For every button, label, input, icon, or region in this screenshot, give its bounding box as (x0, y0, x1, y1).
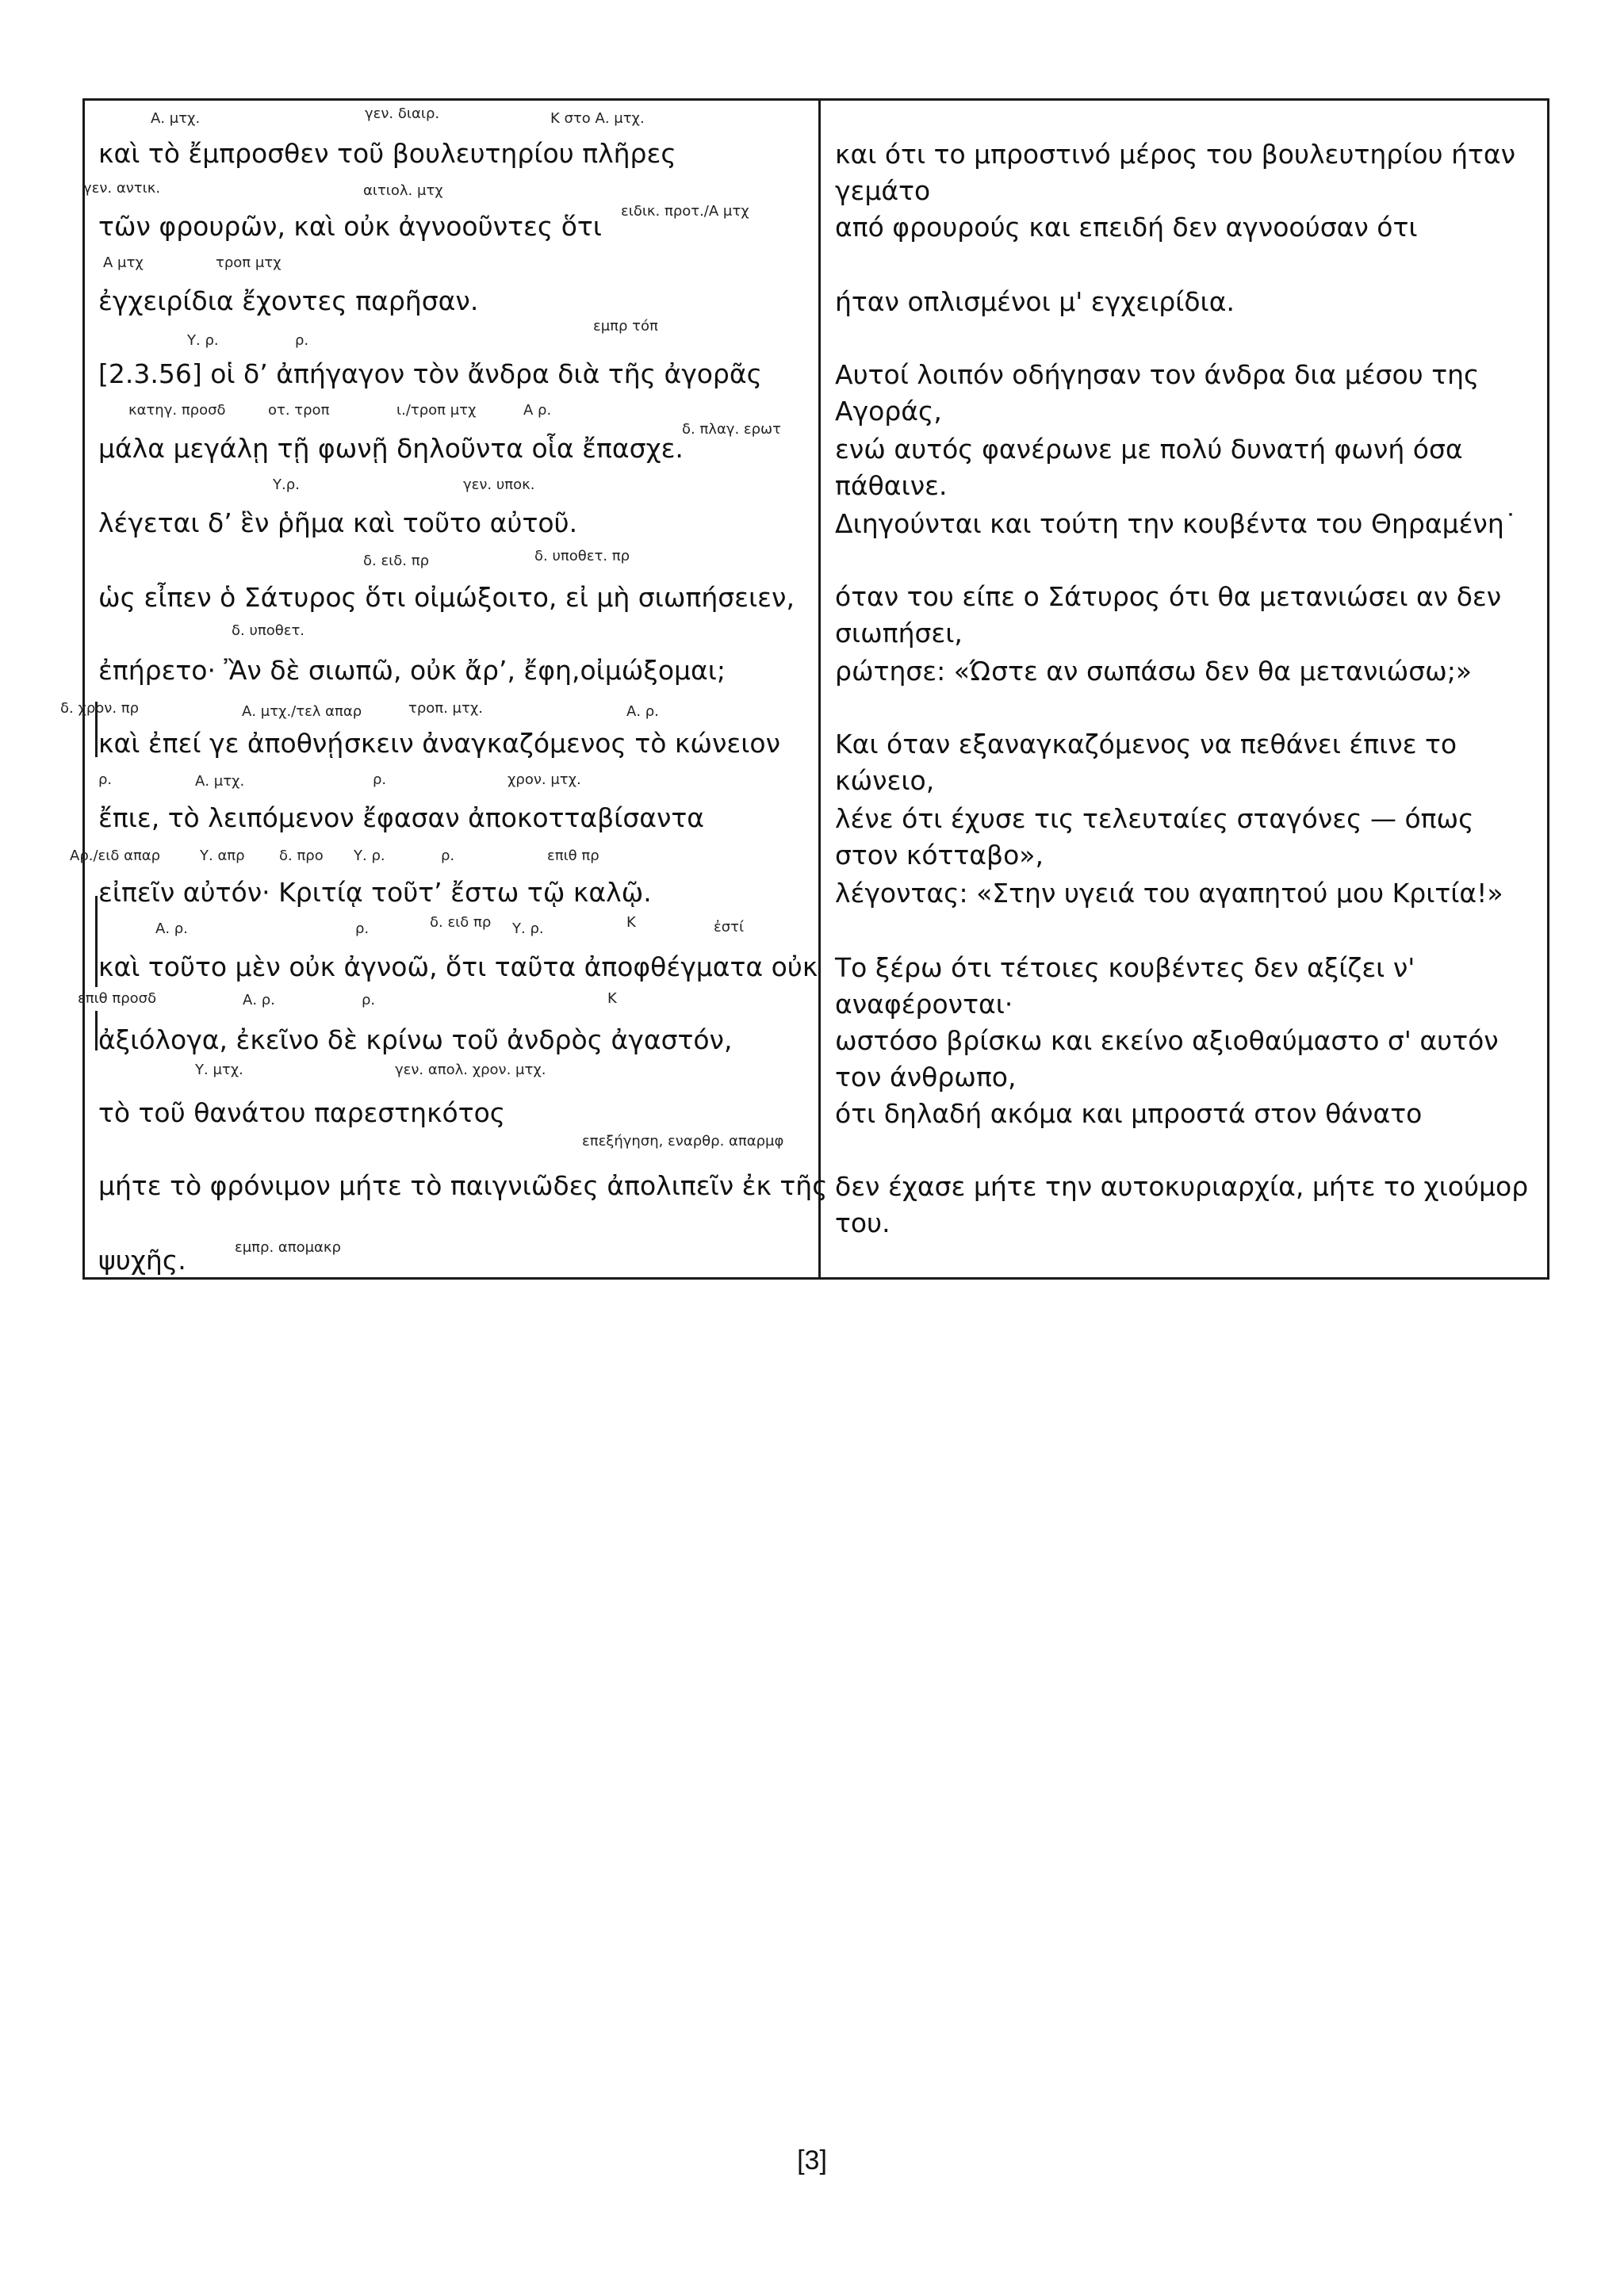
annotation: εμπρ. απομακρ (235, 1239, 341, 1256)
annotation: γεν. απολ. χρον. μτχ. (395, 1062, 546, 1078)
greek-line: τὸ τοῦ θανάτου παρεστηκότος (98, 1097, 506, 1128)
annotation: ρ. (355, 920, 370, 937)
annotation: Α. μτχ. (151, 110, 201, 127)
annotation: Α μτχ (103, 254, 144, 271)
annotation: ρ. (441, 848, 455, 864)
margin-bracket (95, 1011, 98, 1050)
annotation: δ. προ (279, 848, 324, 864)
annotation: ι./τροπ μτχ (396, 402, 477, 419)
annotation: δ. ειδ. πρ (363, 553, 429, 569)
annotation: ρ. (373, 771, 387, 788)
annotation: Α ρ. (523, 402, 552, 419)
translation-line: από φρουρούς και επειδή δεν αγνοούσαν ότι (835, 212, 1418, 243)
annotation: Υ. ρ. (512, 920, 544, 937)
greek-line: μήτε τὸ φρόνιμον μήτε τὸ παιγνιῶδες ἀπολιπεῖν ἐκ τῆς (98, 1170, 828, 1201)
annotation: χρον. μτχ. (508, 771, 581, 788)
annotation: ρ. (295, 332, 309, 349)
translation-line: λένε ότι έχυσε τις τελευταίες σταγόνες — όπως στον κότταβο», (835, 803, 1474, 871)
translation-line: όταν του είπε ο Σάτυρος ότι θα μετανιώσει αν δεν σιωπήσει, (835, 581, 1502, 649)
greek-line: ἀξιόλογα, ἐκεῖνο δὲ κρίνω τοῦ ἀνδρὸς ἀγαστόν, (98, 1024, 733, 1055)
translation-line: Αυτοί λοιπόν οδήγησαν τον άνδρα δια μέσου της Αγοράς, (835, 359, 1480, 427)
translation-line: δεν έχασε μήτε την αυτοκυριαρχία, μήτε το χιούμορ του. (835, 1171, 1529, 1238)
annotation: δ. χρον. πρ (60, 700, 140, 717)
greek-line: [2.3.56] οἱ δ’ ἀπήγαγον τὸν ἄνδρα διὰ τῆς ἀγορᾶς (98, 358, 763, 389)
greek-line: ὡς εἶπεν ὁ Σάτυρος ὅτι οἰμώξοιτο, εἰ μὴ σιωπήσειεν, (98, 582, 795, 613)
annotation: Α. ρ. (243, 992, 275, 1008)
greek-line: ψυχῆς. (98, 1245, 186, 1276)
annotation: Υ. απρ (200, 848, 245, 864)
translation-line: λέγοντας: «Στην υγειά του αγαπητού μου Κριτία!» (835, 878, 1503, 909)
translation-line: ρώτησε: «Ώστε αν σωπάσω δεν θα μετανιώσω;» (835, 656, 1473, 687)
annotation: επιθ προσδ (78, 990, 157, 1007)
annotation: εμπρ τόπ (593, 318, 658, 335)
greek-line: ἔπιε, τὸ λειπόμενον ἔφασαν ἀποκοτταβίσαντα (98, 802, 705, 833)
page-number: [3] (797, 2145, 827, 2175)
greek-line: λέγεται δ’ ἓν ῥῆμα καὶ τοῦτο αὐτοῦ. (98, 507, 578, 538)
translation-line: ότι δηλαδή ακόμα και μπροστά στον θάνατο (835, 1098, 1423, 1129)
annotation: ἐστί (714, 919, 745, 936)
margin-bracket (818, 1098, 821, 1130)
annotation: δ. υποθετ. πρ (534, 548, 630, 564)
greek-line: καὶ τὸ ἔμπροσθεν τοῦ βουλευτηρίου πλῆρες (98, 138, 676, 169)
greek-line: καὶ τοῦτο μὲν οὐκ ἀγνοῶ, ὅτι ταῦτα ἀποφθέγματα οὐκ (98, 951, 818, 982)
greek-line: μάλα μεγάλῃ τῇ φωνῇ δηλοῦντα οἷα ἔπασχε. (98, 433, 684, 464)
greek-line: καὶ ἐπεί γε ἀποθνῄσκειν ἀναγκαζόμενος τὸ κώνειον (98, 728, 781, 759)
annotation: ειδικ. προτ./Α μτχ (621, 203, 749, 220)
annotation: γεν. αντικ. (83, 180, 161, 197)
translation-line: Διηγούνται και τούτη την κουβέντα του Θηραμένη˙ (835, 508, 1518, 539)
annotation: Υ. μτχ. (195, 1062, 243, 1078)
translation-line: ενώ αυτός φανέρωνε με πολύ δυνατή φωνή όσα πάθαινε. (835, 434, 1463, 501)
annotation: Α. ρ. (626, 703, 659, 720)
greek-line: τῶν φρουρῶν, καὶ οὐκ ἀγνοοῦντες ὅτι (98, 211, 602, 242)
annotation: ρ. (98, 771, 113, 788)
translation-line: ωστόσο βρίσκω και εκείνο αξιοθαύμαστο σ' αυτόν τον άνθρωπο, (835, 1025, 1499, 1093)
annotation: αιτιολ. μτχ (363, 182, 443, 199)
annotation: κατηγ. προσδ (128, 402, 226, 419)
translation-line: Το ξέρω ότι τέτοιες κουβέντες δεν αξίζει ν' αναφέρονται· (835, 952, 1415, 1020)
translation-line: ήταν οπλισμένοι μ' εγχειρίδια. (835, 286, 1235, 317)
annotation: Κ (626, 914, 636, 931)
greek-line: ἐπήρετο· Ἂν δὲ σιωπῶ, οὐκ ἄρ’, ἔφη,οἰμώξομαι; (98, 655, 726, 686)
annotation: δ. υποθετ. (232, 622, 305, 639)
greek-line: εἰπεῖν αὐτόν· Κριτίᾳ τοῦτ’ ἔστω τῷ καλῷ. (98, 877, 652, 908)
annotation: Κ (607, 990, 617, 1007)
annotation: Υ. ρ. (354, 848, 385, 864)
annotation: Υ.ρ. (273, 476, 300, 493)
annotation: επιθ πρ (547, 848, 599, 864)
annotation: Υ. ρ. (187, 332, 219, 349)
annotation: Α. μτχ./τελ απαρ (242, 703, 362, 720)
annotation: Κ στο Α. μτχ. (550, 110, 645, 127)
annotation: Α. μτχ. (195, 773, 245, 790)
annotation: τροπ. μτχ. (408, 700, 483, 717)
annotation: γεν. υποκ. (463, 476, 535, 493)
margin-bracket (95, 896, 98, 987)
annotation: επεξήγηση, εναρθρ. απαρμφ (582, 1133, 784, 1150)
greek-line: ἐγχειρίδια ἔχοντες παρῆσαν. (98, 285, 479, 316)
annotation: Α. ρ. (155, 920, 188, 937)
annotation: οτ. τροπ (268, 402, 330, 419)
annotation: δ. πλαγ. ερωτ (682, 421, 781, 438)
annotation: τροπ μτχ (216, 254, 282, 271)
translation-line: Και όταν εξαναγκαζόμενος να πεθάνει έπινε το κώνειο, (835, 729, 1457, 796)
annotation: δ. ειδ πρ (430, 914, 492, 931)
translation-line: και ότι το μπροστινό μέρος του βουλευτηρίου ήταν γεμάτο (835, 139, 1516, 206)
annotation: γεν. διαιρ. (365, 105, 440, 122)
annotation: ρ. (362, 992, 376, 1008)
annotation: Αρ./ειδ απαρ (70, 848, 161, 864)
